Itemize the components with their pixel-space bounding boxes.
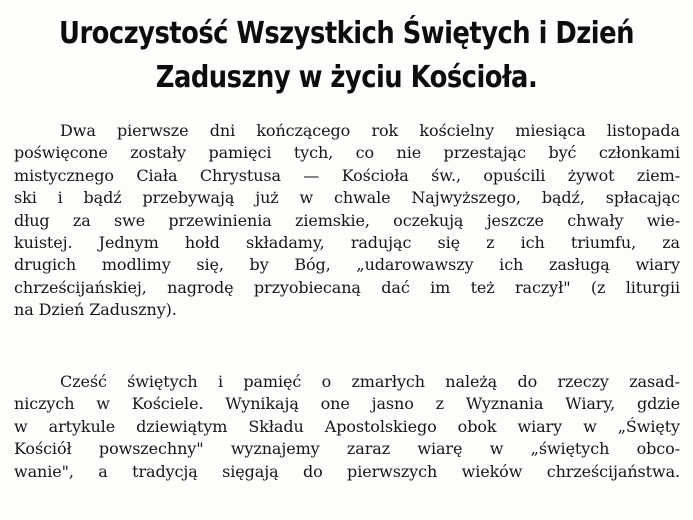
- text-line: poświęcone zostały pamięci tych, co nie przestając być członkami: [14, 143, 680, 163]
- article-headline: [57, 12, 636, 100]
- paragraph-2: [14, 371, 680, 483]
- headline-line-2: Zaduszny w życiu Kościoła.: [155, 60, 538, 95]
- paragraph-1: [14, 120, 680, 322]
- text-line: dług za swe przewinienia ziemskie, oczekują jeszcze chwały wie-: [14, 210, 680, 230]
- text-line: chrześcijańskiej, nagrodę przyobiecaną dać im też raczył" (z liturgii: [14, 277, 680, 297]
- text-line: w artykule dziewiątym Składu Apostolskiego obok wiary w „Święty: [14, 416, 680, 436]
- text-line: Dwa pierwsze dni kończącego rok kościelny miesiąca listopada: [60, 121, 680, 140]
- text-line: Cześć świętych i pamięć o zmarłych należą do rzeczy zasad-: [60, 372, 680, 391]
- text-line: mistycznego Ciała Chrystusa — Kościoła św., opuścili żywot ziem-: [14, 165, 680, 185]
- text-line: ski i bądź przebywają już w chwale Najwyższego, bądź, spłacając: [14, 188, 680, 208]
- text-line: na Dzień Zaduszny).: [14, 300, 177, 320]
- text-line: kuistej. Jednym hołd składamy, radując się z ich triumfu, za: [14, 233, 680, 253]
- text-line: Kościół powszechny" wyznajemy zaraz wiarę w „świętych obco-: [14, 439, 680, 459]
- text-line: niczych w Kościele. Wynikają one jasno z Wyznania Wiary, gdzie: [14, 394, 680, 414]
- text-line: wanie", a tradycją sięgają do pierwszych wieków chrześcijaństwa.: [14, 461, 680, 481]
- text-line: drugich modlimy się, by Bóg, „udarowawszy ich zasługą wiary: [14, 255, 680, 275]
- headline-line-1: Uroczystość Wszystkich Świętych i Dzień: [59, 16, 634, 51]
